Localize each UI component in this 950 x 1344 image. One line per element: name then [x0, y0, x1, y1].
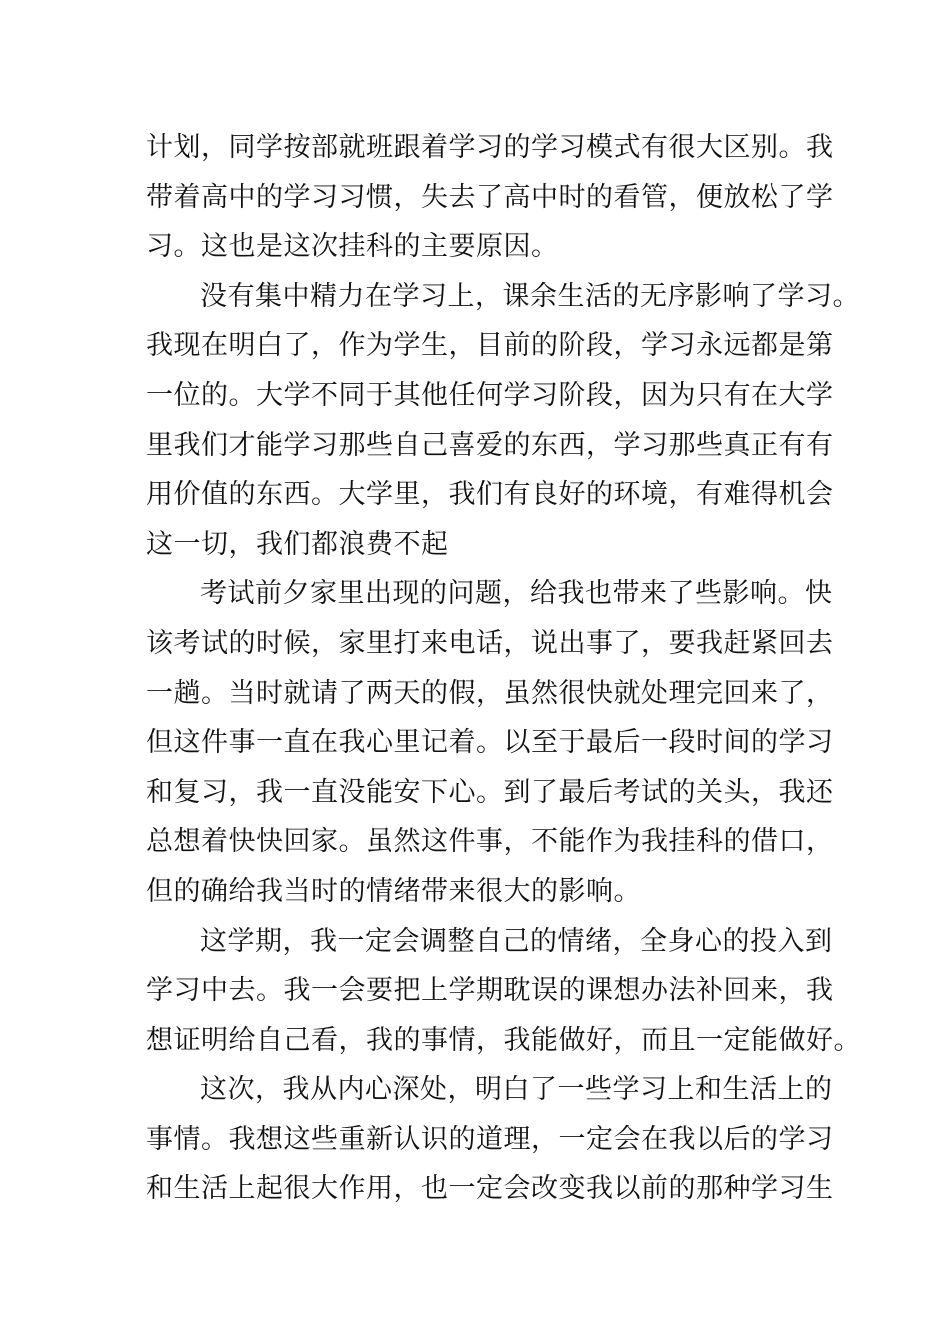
text-line: 带着高中的学习习惯，失去了高中时的看管，便放松了学: [146, 181, 834, 213]
paragraph-first-line: 这学期，我一定会调整自己的情绪，全身心的投入到: [200, 925, 833, 957]
text-line: 计划，同学按部就班跟着学习的学习模式有很大区别。我: [146, 132, 834, 163]
text-line: 但的确给我当时的情绪带来很大的影响。: [146, 875, 641, 907]
text-line: 这一切，我们都浪费不起: [146, 528, 449, 560]
text-line: 和生活上起很大作用，也一定会改变我以前的那种学习生: [146, 1173, 834, 1205]
text-line: 里我们才能学习那些自己喜爱的东西，学习那些真正有有: [146, 429, 834, 461]
text-line: 该考试的时候，家里打来电话，说出事了，要我赶紧回去: [146, 627, 834, 659]
body-text: [146, 123, 861, 1214]
paragraph-first-line: 没有集中精力在学习上，课余生活的无序影响了学习。: [200, 280, 860, 312]
paragraph-first-line: 这次，我从内心深处，明白了一些学习上和生活上的: [200, 1074, 833, 1106]
text-line: 用价值的东西。大学里，我们有良好的环境，有难得机会: [146, 479, 834, 511]
text-line: 和复习，我一直没能安下心。到了最后考试的关头，我还: [146, 776, 834, 808]
text-line: 学习中去。我一会要把上学期耽误的课想办法补回来，我: [146, 975, 834, 1007]
text-line: 事情。我想这些重新认识的道理，一定会在我以后的学习: [146, 1123, 834, 1155]
text-line: 一趟。当时就请了两天的假，虽然很快就处理完回来了，: [146, 677, 834, 709]
text-line: 习。这也是这次挂科的主要原因。: [146, 231, 559, 263]
text-line: 总想着快快回家。虽然这件事，不能作为我挂科的借口，: [146, 826, 834, 858]
text-line: 一位的。大学不同于其他任何学习阶段，因为只有在大学: [146, 379, 834, 411]
text-line: 我现在明白了，作为学生，目前的阶段，学习永远都是第: [146, 330, 834, 362]
text-line: 想证明给自己看，我的事情，我能做好，而且一定能做好。: [146, 1024, 861, 1056]
paragraph-first-line: 考试前夕家里出现的问题，给我也带来了些影响。快: [200, 578, 833, 610]
text-line: 但这件事一直在我心里记着。以至于最后一段时间的学习: [146, 727, 834, 759]
